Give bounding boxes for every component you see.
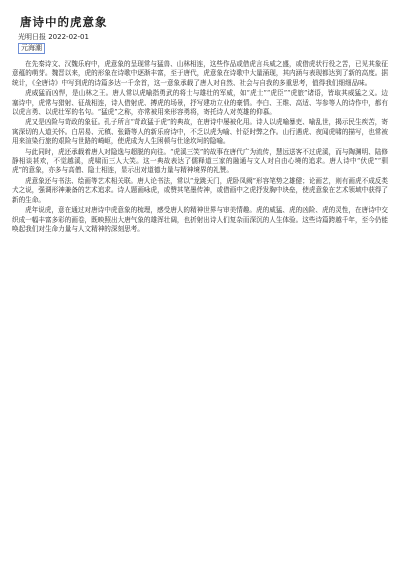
article-title: 唐诗中的虎意象	[20, 15, 108, 29]
author-name: 元海潮	[18, 43, 45, 54]
paragraph: 在先秦诗文、汉魏乐府中，虎意象的呈现常与猛兽、山林相连，这些作品或借虎言兵威之盛，或借虎状行役之苦，已见其象征意蕴的萌芽。魏晋以来，虎的形象在诗歌中逐渐丰富，至于唐代，虎意象在诗歌中大量涌现，其内涵与表现都达到了新的高度。据统计，《全唐诗》中写到虎的诗篇多达一千余首，这一意象承载了唐人对自然、社会与自我的多重思考，值得我们细细品味。	[12, 60, 388, 87]
paragraph: 虎意象还与书法、绘画等艺术相关联。唐人论书法，常以“龙跳天门，虎卧凤阙”形容笔势之雄健；论画艺，则有画虎不成反类犬之说，强调形神兼备的艺术追求。诗人题画咏虎，或赞其笔墨传神，或借画中之虎抒发胸中块垒，使虎意象在艺术领域中获得了新的生命。	[12, 176, 388, 204]
paragraph: 虎年说虎，意在通过对唐诗中虎意象的梳理，感受唐人的精神世界与审美情趣。虎的威猛、虎的凶险、虎的灵性，在唐诗中交织成一幅丰富多彩的画卷，既映照出大唐气象的雄浑壮阔，也折射出诗人们复杂而深沉的人生体验。这些诗篇跨越千年，至今仍能唤起我们对生命力量与人文精神的深刻思考。	[12, 206, 388, 233]
paragraph: 虎又是凶险与苛政的象征。孔子所言“苛政猛于虎”的典故，在唐诗中屡被化用。诗人以虎喻暴吏、喻乱世，揭示民生疾苦，寄寓深切的人道关怀。白居易、元稹、张籍等人的新乐府诗中，不乏以虎为喻、针砭时弊之作。山行遇虎、夜闻虎啸的描写，也常被用来渲染行旅的艰险与世路的崎岖，使虎成为人生困顿与仕途坎坷的隐喻。	[12, 118, 388, 146]
article-meta	[18, 33, 388, 54]
article-body	[12, 60, 388, 234]
article-page	[12, 14, 388, 234]
paragraph: 与此同时，虎还承载着唐人对隐逸与超脱的向往。“虎溪三笑”的故事在唐代广为流传，慧远送客不过虎溪，而与陶渊明、陆修静相谈甚欢，不觉越溪，虎啸而三人大笑。这一典故表达了儒释道三家的融通与文人对自由心境的追求。唐人诗中“伏虎”“驯虎”的意象，亦多与高僧、隐士相连，显示出对道德力量与精神境界的礼赞。	[12, 147, 388, 175]
paragraph: 虎威猛而凶悍，是山林之王。唐人常以虎喻指勇武的将士与雄壮的军威，如“虎士”“虎臣”“虎旅”诸语，皆取其威猛之义。边塞诗中，虎常与猎射、征战相连，诗人借射虎、搏虎的场景，抒写建功立业的豪情。李白、王维、高适、岑参等人的诗作中，都有以虎言勇、以虎壮军的名句。“猛虎”之称，亦常被用来形容勇将，寄托诗人对英雄的仰慕。	[12, 89, 388, 117]
date-line: 光明日报 2022-02-01	[18, 33, 89, 41]
